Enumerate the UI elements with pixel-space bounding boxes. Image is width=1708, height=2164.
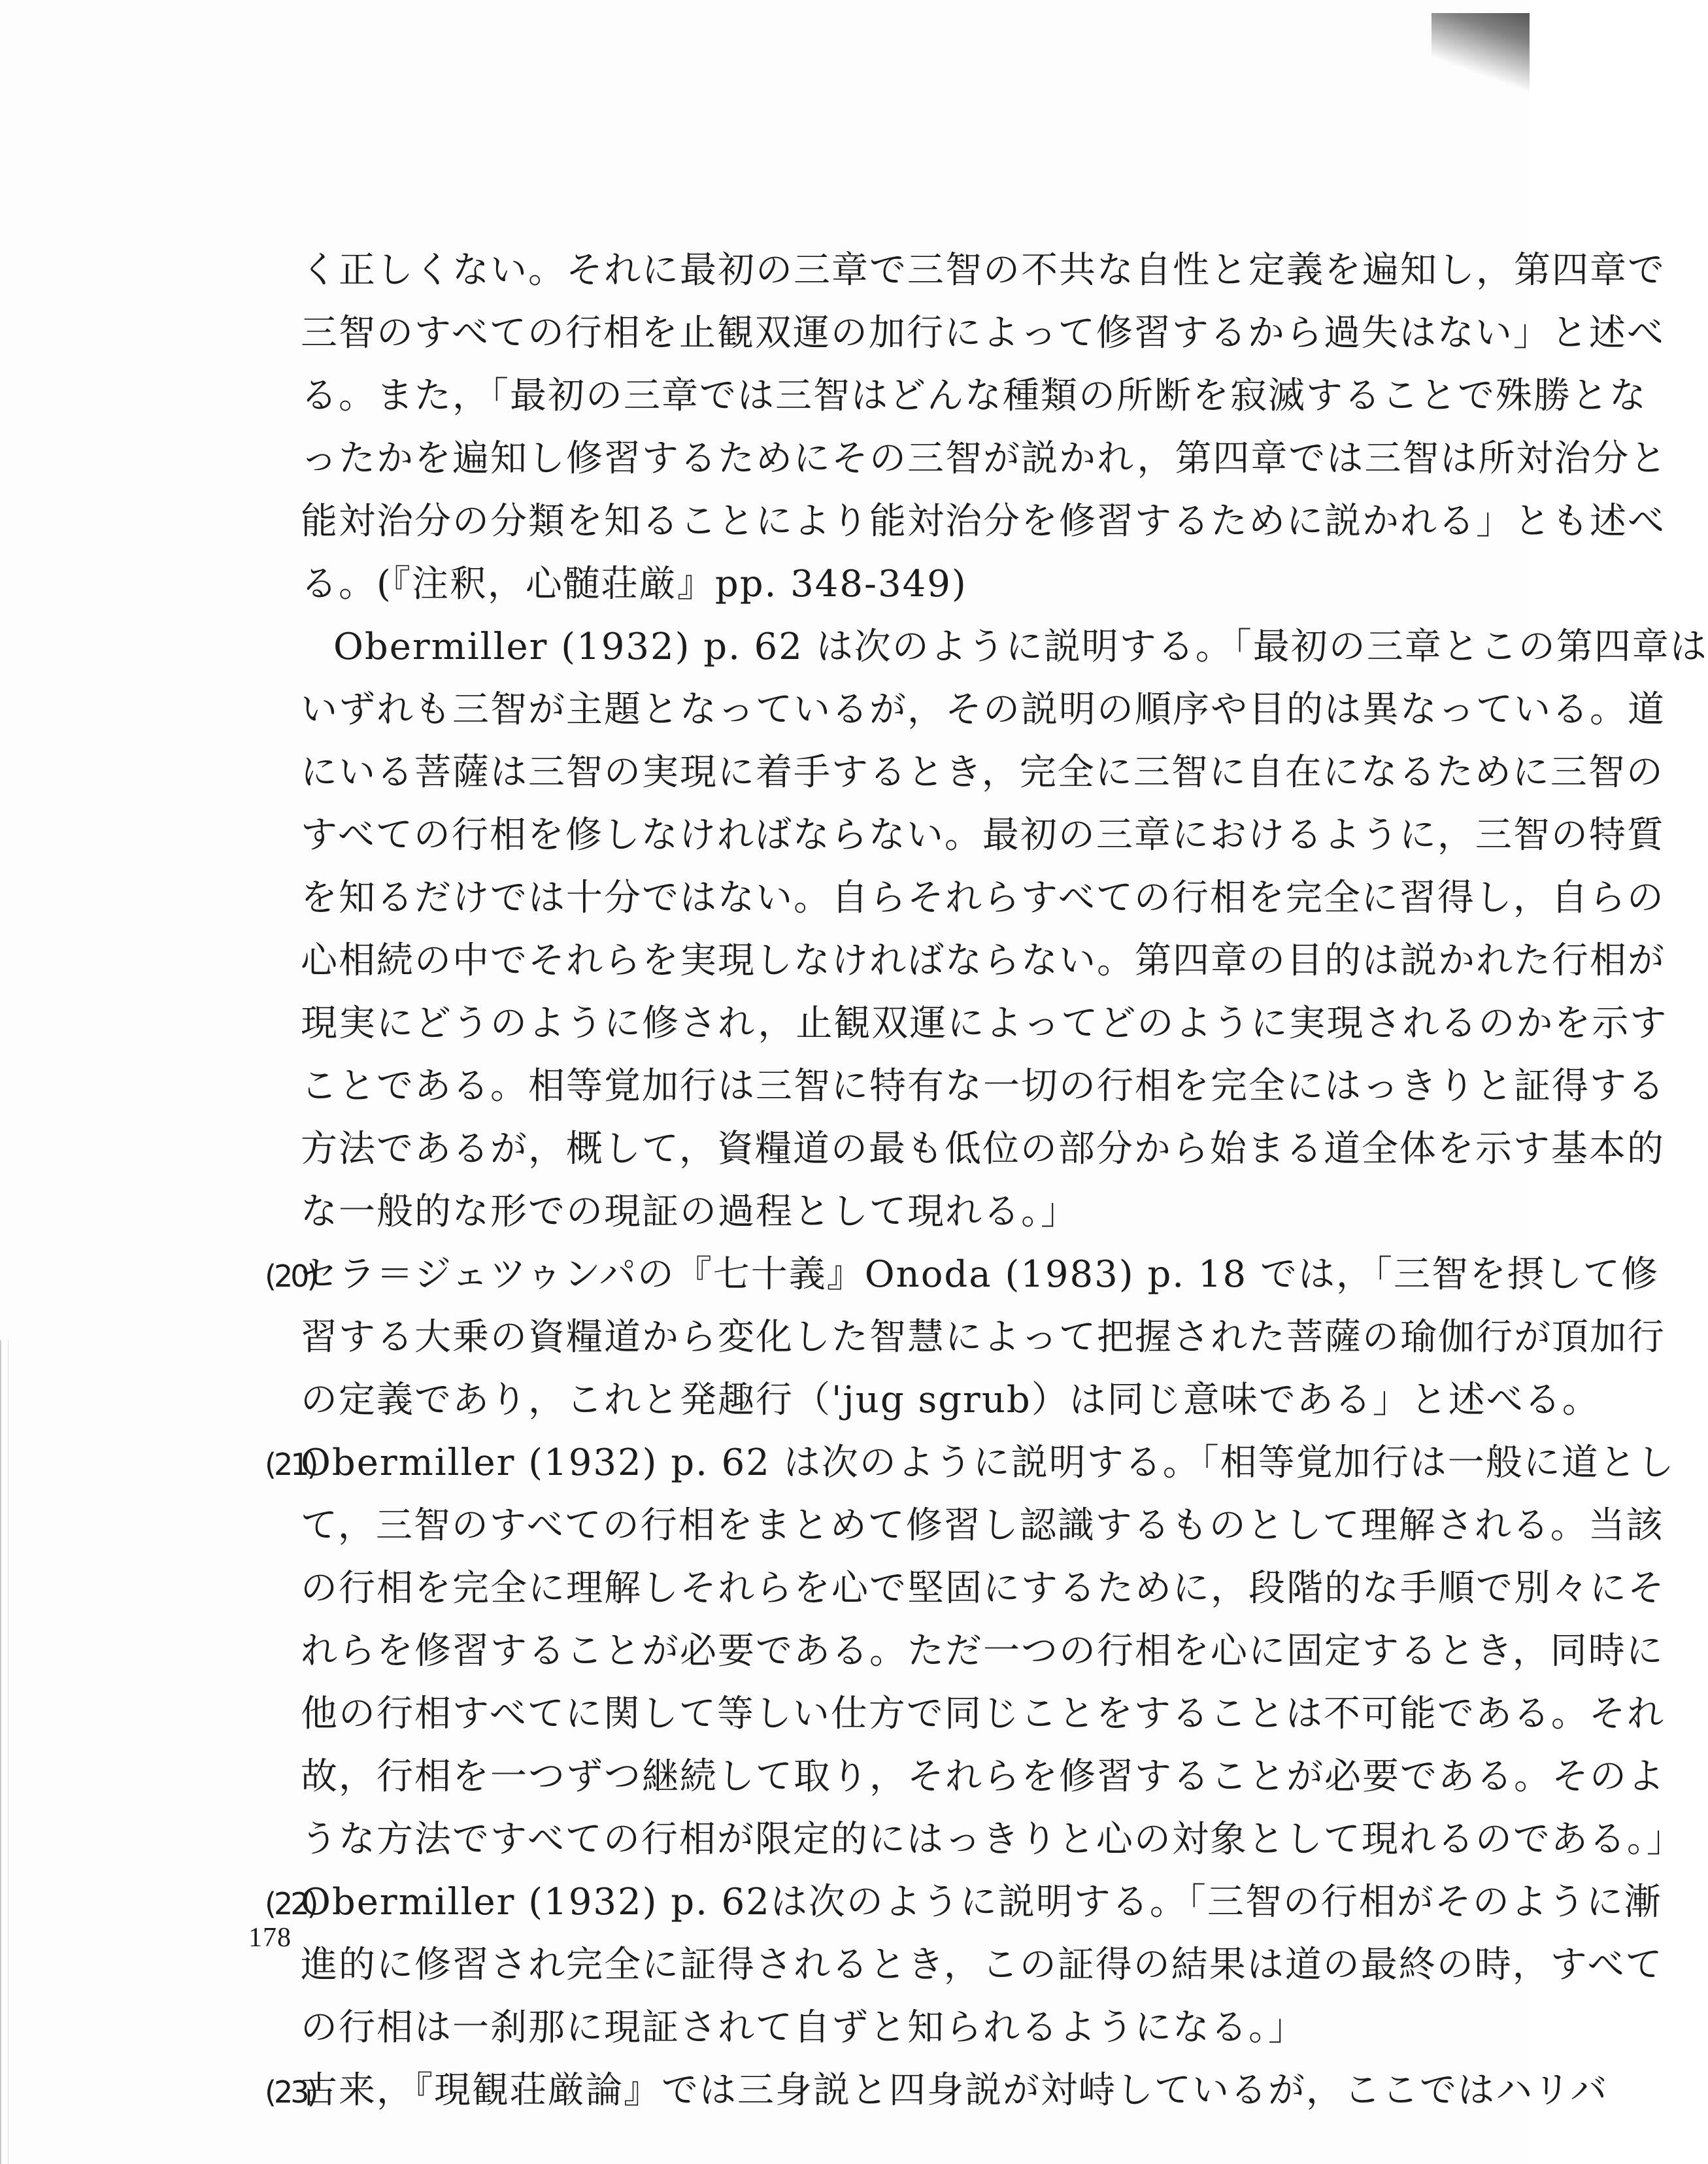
text-line: Obermiller (1932) p. 62は次のように説明する。「三智の行相がそのように漸	[301, 1881, 1662, 1923]
text-line: 現実にどうのように修され，止観双運によってどのように実現されるのかを示す	[301, 1002, 1668, 1045]
text-line: 古来，『現観荘厳論』では三身説と四身説が対峙しているが，ここではハリバ	[301, 2069, 1609, 2112]
footnote-23	[265, 2069, 1609, 2113]
text-line: すべての行相を修しなければならない。最初の三章におけるように，三智の特質	[301, 814, 1665, 856]
text-line: 三智のすべての行相を止観双運の加行によって修習するから過失はない」と述べ	[301, 312, 1665, 354]
footnote-21	[265, 1441, 1684, 1862]
text-line: く正しくない。それに最初の三章で三智の不共な自性と定義を遍知し，第四章で	[301, 249, 1666, 292]
text-line: の定義であり，これと発趣行（'jug sgrub）は同じ意味である」と述べる。	[301, 1379, 1600, 1421]
footnote-20	[265, 1253, 1666, 1423]
page-number: 178	[248, 1923, 292, 1953]
text-line: る。(『注釈，心髄荘厳』pp. 348-349)	[301, 563, 967, 605]
footnote-marker: (20)	[265, 1259, 316, 1294]
text-line: 能対治分の分類を知ることにより能対治分を修習するために説かれる」とも述べ	[301, 500, 1666, 543]
text-line: ったかを遍知し修習するためにその三智が説かれ，第四章では三智は所対治分と	[301, 437, 1668, 480]
footnote-marker: (22)	[265, 1886, 316, 1921]
footnote-marker: (23)	[265, 2074, 316, 2110]
text-line: を知るだけでは十分ではない。自らそれらすべての行相を完全に習得し，自らの	[301, 877, 1665, 919]
text-line: な一般的な形での現証の過程として現れる。」	[301, 1191, 1079, 1233]
text-line: の行相を完全に理解しそれらを心で堅固にするために，段階的な手順で別々にそ	[301, 1567, 1666, 1610]
text-line: 心相続の中でそれらを実現しなければならない。第四章の目的は説かれた行相が	[301, 939, 1666, 982]
footnote-marker: (21)	[265, 1447, 316, 1482]
text-line: 習する大乗の資糧道から変化した智慧によって把握された菩薩の瑜伽行が頂加行	[301, 1316, 1666, 1359]
text-line: れらを修習することが必要である。ただ一つの行相を心に固定するとき，同時に	[301, 1630, 1664, 1672]
text-line: にいる菩薩は三智の実現に着手するとき，完全に三智に自在になるために三智の	[301, 751, 1664, 794]
paragraph-2	[301, 625, 1708, 1234]
text-line: 他の行相すべてに関して等しい仕方で同じことをすることは不可能である。それ	[301, 1693, 1665, 1735]
text-line: 進的に修習され完全に証得されるとき，この証得の結果は道の最終の時，すべて	[301, 1944, 1664, 1986]
text-line: Obermiller (1932) p. 62 は次のように説明する。「相等覚加行は一般に道とし	[301, 1442, 1675, 1484]
paragraph-1	[301, 248, 1668, 607]
scan-edge	[0, 1340, 8, 2164]
text-line: 方法であるが，概して，資糧道の最も低位の部分から始まる道全体を示す基本的	[301, 1128, 1665, 1170]
text-line: ことである。相等覚加行は三智に特有な一切の行相を完全にはっきりと証得する	[301, 1065, 1666, 1107]
text-line: る。また，「最初の三章では三智はどんな種類の所断を寂滅することで殊勝とな	[301, 375, 1647, 417]
text-line: セラ＝ジェツゥンパの『七十義』Onoda (1983) p. 18 では，「三智を摂して修	[301, 1253, 1659, 1296]
text-line: 故，行相を一つずつ継続して取り，それらを修習することが必要である。そのよ	[301, 1755, 1666, 1798]
scan-shadow	[1432, 13, 1530, 92]
text-line: の行相は一刹那に現証されて自ずと知られるようになる。」	[301, 2006, 1306, 2049]
text-line: うな方法ですべての行相が限定的にはっきりと心の対象として現れるのである。」	[301, 1818, 1684, 1861]
text-line: Obermiller (1932) p. 62 は次のように説明する。「最初の三章とこの第四章は	[333, 626, 1708, 668]
text-line: て，三智のすべての行相をまとめて修習し認識するものとして理解される。当該	[301, 1504, 1664, 1547]
text-line: いずれも三智が主題となっているが，その説明の順序や目的は異なっている。道	[301, 688, 1666, 731]
